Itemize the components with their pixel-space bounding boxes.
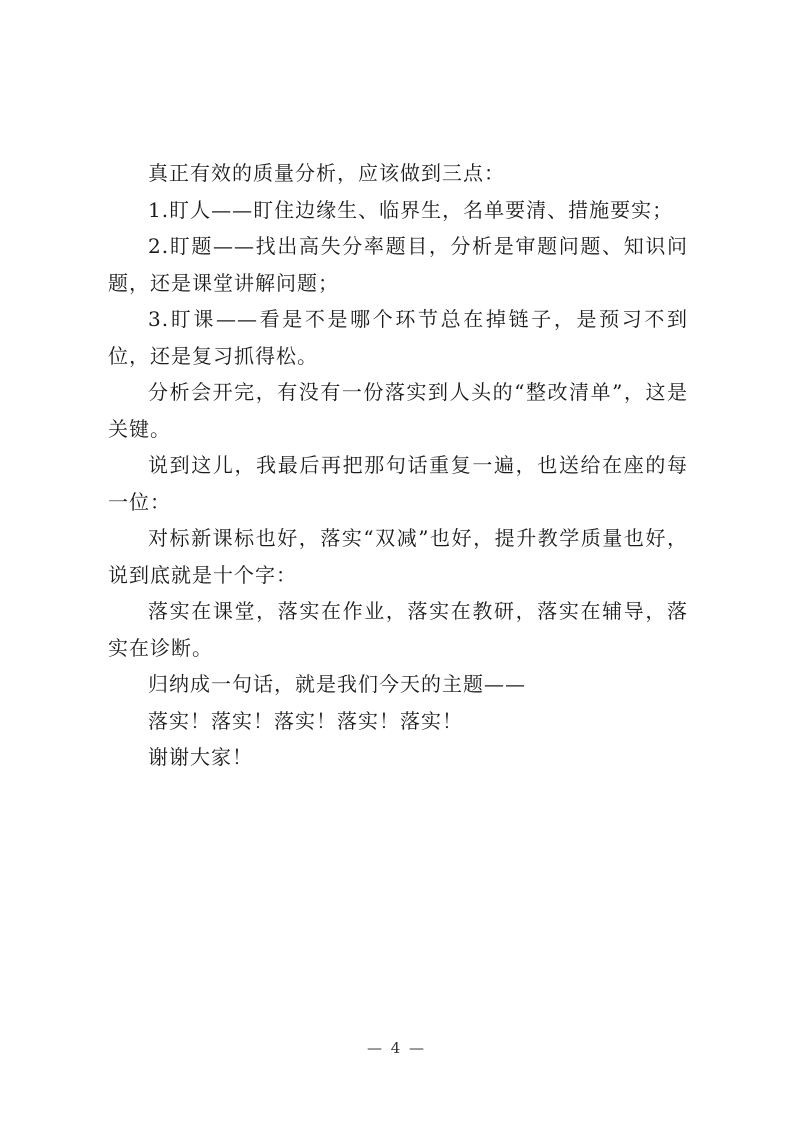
page-number: — 4 — <box>366 1039 427 1057</box>
paragraph: 落实在课堂，落实在作业，落实在教研，落实在辅导，落实在诊断。 <box>108 599 688 660</box>
paragraph: 2.盯题——找出高失分率题目，分析是审题问题、知识问题，还是课堂讲解问题； <box>108 234 688 295</box>
paragraph: 谢谢大家！ <box>148 745 253 769</box>
paragraph: 真正有效的质量分析，应该做到三点： <box>148 161 505 185</box>
paragraph: 说到这儿，我最后再把那句话重复一遍，也送给在座的每一位： <box>108 453 688 514</box>
paragraph: 落实！落实！落实！落实！落实！ <box>148 708 463 733</box>
paragraph: 分析会开完，有没有一份落实到人头的“整改清单”，这是关键。 <box>108 380 688 441</box>
document-body <box>108 155 688 776</box>
paragraph: 1.盯人——盯住边缘生、临界生，名单要清、措施要实； <box>148 197 674 222</box>
paragraph: 3.盯课——看是不是哪个环节总在掉链子，是预习不到位，还是复习抓得松。 <box>108 307 688 368</box>
paragraph: 归纳成一句话，就是我们今天的主题—— <box>148 672 526 696</box>
paragraph: 对标新课标也好，落实“双减”也好，提升教学质量也好，说到底就是十个字： <box>108 526 688 587</box>
